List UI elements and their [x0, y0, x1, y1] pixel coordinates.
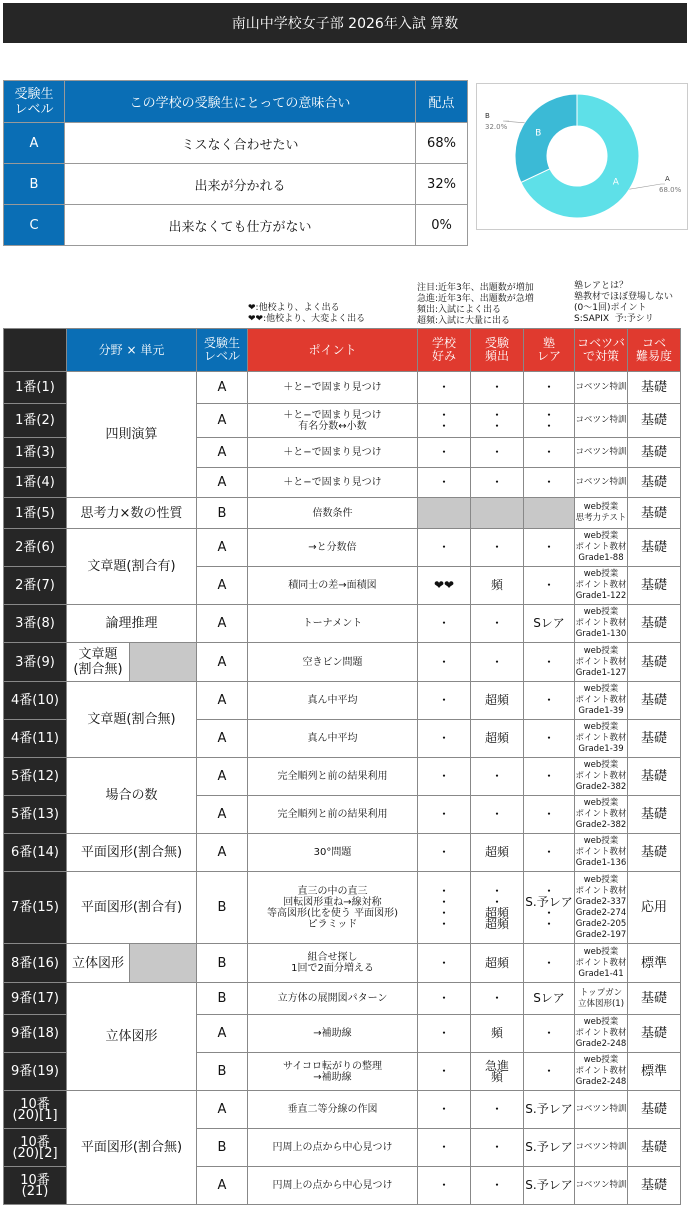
difficulty-cell: 基礎: [628, 643, 681, 682]
donut-svg: [477, 84, 687, 229]
level-row: [4, 164, 468, 205]
question-number: 10番 (21): [4, 1167, 67, 1205]
rare-cell: ・: [524, 1015, 575, 1053]
point-cell: ＋と−で固まり見つけ: [248, 372, 418, 404]
level-row: [4, 123, 468, 164]
difficulty-cell: 基礎: [628, 682, 681, 720]
school-cell: ・: [418, 834, 471, 872]
question-number: 2番(6): [4, 529, 67, 567]
school-cell: ・: [418, 1053, 471, 1091]
question-number: 2番(7): [4, 567, 67, 605]
meaning-header: この学校の受験生にとっての意味合い: [65, 81, 416, 123]
donut-slice-label: B: [535, 128, 542, 139]
freq-cell: 急進 頻: [471, 1053, 524, 1091]
school-cell: ・: [418, 758, 471, 796]
table-row: [4, 834, 681, 872]
cov-cell: web授業 ポイント教材 Grade1-41: [575, 944, 628, 983]
difficulty-cell: 基礎: [628, 567, 681, 605]
school-cell: ・: [418, 944, 471, 983]
table-row: [4, 758, 681, 796]
table-row: [4, 682, 681, 720]
hearts-note: ❤:他校より、よく出る ❤❤:他校より、大変よく出る: [248, 303, 366, 324]
freq-cell: ・: [471, 643, 524, 682]
school-cell: ・: [418, 643, 471, 682]
point-cell: 完全順列と前の結果利用: [248, 758, 418, 796]
level-cell: B: [197, 498, 248, 529]
point-cell: 円周上の点から中心見つけ: [248, 1129, 418, 1167]
cov-cell: コベツン特訓: [575, 1129, 628, 1167]
rare-cell: Sレア: [524, 605, 575, 643]
cov-header: コベツバ で対策: [575, 329, 628, 372]
school-header: 学校 好み: [418, 329, 471, 372]
point-cell: →と分数倍: [248, 529, 418, 567]
field-cell: 平面図形(割合無): [67, 1091, 197, 1205]
point-cell: 積同士の差→面積図: [248, 567, 418, 605]
cov-cell: web授業 ポイント教材 Grade1-88: [575, 529, 628, 567]
point-cell: 組合せ探し 1回で2面分増える: [248, 944, 418, 983]
cov-cell: コベツン特訓: [575, 1091, 628, 1129]
score-cell: 0%: [416, 205, 468, 246]
level-cell: A: [197, 438, 248, 468]
school-cell: ・: [418, 529, 471, 567]
point-cell: サイコロ転がりの整理 →補助線: [248, 1053, 418, 1091]
field-header: 分野 × 単元: [67, 329, 197, 372]
difficulty-cell: 基礎: [628, 438, 681, 468]
freq-cell: ・: [471, 1091, 524, 1129]
rare-cell: ・: [524, 944, 575, 983]
difficulty-cell: 基礎: [628, 1129, 681, 1167]
school-cell: ・: [418, 372, 471, 404]
school-cell: ❤❤: [418, 567, 471, 605]
rare-cell: ・: [524, 529, 575, 567]
freq-cell: ・ ・: [471, 404, 524, 438]
difficulty-cell: 基礎: [628, 498, 681, 529]
score-header: 配点: [416, 81, 468, 123]
level-cell: A: [197, 567, 248, 605]
question-number: 4番(11): [4, 720, 67, 758]
cov-cell: web授業 ポイント教材 Grade1-127: [575, 643, 628, 682]
question-number: 1番(3): [4, 438, 67, 468]
table-row: [4, 372, 681, 404]
question-number: 1番(5): [4, 498, 67, 529]
question-number: 3番(8): [4, 605, 67, 643]
table-row: [4, 605, 681, 643]
num-header: [4, 329, 67, 372]
school-cell: ・ ・: [418, 404, 471, 438]
school-cell: ・: [418, 720, 471, 758]
freq-cell: 超頻: [471, 682, 524, 720]
level-cell: A: [197, 605, 248, 643]
level-col-header: 受験生 レベル: [197, 329, 248, 372]
level-cell: B: [197, 944, 248, 983]
school-cell: ・: [418, 1129, 471, 1167]
school-cell: ・: [418, 682, 471, 720]
cov-cell: コベツン特訓: [575, 372, 628, 404]
point-cell: 完全順列と前の結果利用: [248, 796, 418, 834]
score-cell: 68%: [416, 123, 468, 164]
school-cell: ・: [418, 1091, 471, 1129]
cov-cell: コベツン特訓: [575, 1167, 628, 1205]
rare-cell: ・: [524, 1053, 575, 1091]
freq-cell: 超頻: [471, 834, 524, 872]
difficulty-cell: 基礎: [628, 1167, 681, 1205]
point-cell: 垂直二等分線の作図: [248, 1091, 418, 1129]
level-cell: B: [197, 872, 248, 944]
point-cell: 立方体の展開図パターン: [248, 983, 418, 1015]
freq-cell: ・: [471, 468, 524, 498]
freq-cell: 超頻: [471, 944, 524, 983]
level-cell: B: [197, 983, 248, 1015]
rare-cell: Sレア: [524, 983, 575, 1015]
point-cell: →補助線: [248, 1015, 418, 1053]
freq-cell: 頻: [471, 567, 524, 605]
school-cell: ・: [418, 1167, 471, 1205]
difficulty-cell: 基礎: [628, 605, 681, 643]
rare-cell: ・ ・: [524, 404, 575, 438]
question-number: 9番(17): [4, 983, 67, 1015]
question-number: 4番(10): [4, 682, 67, 720]
question-number: 5番(13): [4, 796, 67, 834]
cov-cell: web授業 ポイント教材 Grade1-122: [575, 567, 628, 605]
question-number: 7番(15): [4, 872, 67, 944]
cov-cell: トップガン 立体図形(1): [575, 983, 628, 1015]
school-cell: ・: [418, 438, 471, 468]
freq-cell: ・: [471, 1129, 524, 1167]
donut-slice-label: A: [612, 177, 619, 188]
meaning-cell: 出来が分かれる: [65, 164, 416, 205]
cov-cell: web授業 ポイント教材 Grade1-39: [575, 682, 628, 720]
cov-cell: web授業 ポイント教材 Grade1-130: [575, 605, 628, 643]
table-row: [4, 643, 681, 682]
freq-cell: ・: [471, 796, 524, 834]
meaning-cell: ミスなく合わせたい: [65, 123, 416, 164]
field-cell: 文章題(割合有): [67, 529, 197, 605]
point-cell: 30°問題: [248, 834, 418, 872]
cov-cell: web授業 ポイント教材 Grade2-382: [575, 758, 628, 796]
question-number: 1番(2): [4, 404, 67, 438]
freq-cell: ・ ・ 超頻 超頻: [471, 872, 524, 944]
point-cell: 直三の中の直三 回転図形重ね→線対称 等高図形(比を使う 平面図形) ピラミッド: [248, 872, 418, 944]
difficulty-cell: 基礎: [628, 372, 681, 404]
rare-cell: ・: [524, 720, 575, 758]
question-number: 5番(12): [4, 758, 67, 796]
field-label: 立体図形: [71, 955, 124, 971]
page-title: 南山中学校女子部 2026年入試 算数: [3, 3, 687, 43]
freq-cell: ・: [471, 529, 524, 567]
level-cell: B: [197, 1053, 248, 1091]
difficulty-cell: 基礎: [628, 834, 681, 872]
diff-header: コベ 難易度: [628, 329, 681, 372]
cov-cell: コベツン特訓: [575, 468, 628, 498]
cov-cell: web授業 ポイント教材 Grade1-136: [575, 834, 628, 872]
difficulty-cell: 基礎: [628, 1015, 681, 1053]
field-blank: [129, 643, 196, 681]
freq-cell: ・: [471, 758, 524, 796]
donut-chart: [476, 83, 688, 230]
freq-cell: [471, 498, 524, 529]
school-cell: ・ ・ ・ ・: [418, 872, 471, 944]
field-cell: 四則演算: [67, 372, 197, 498]
table-row: [4, 944, 681, 983]
question-number: 1番(1): [4, 372, 67, 404]
table-row: [4, 498, 681, 529]
level-cell: A: [197, 720, 248, 758]
field-label: 文章題 (割合無): [73, 647, 123, 677]
rare-header: 塾 レア: [524, 329, 575, 372]
level-cell: A: [4, 123, 65, 164]
rare-cell: ・: [524, 643, 575, 682]
difficulty-cell: 基礎: [628, 720, 681, 758]
donut-value-label: 32.0%: [485, 123, 508, 131]
difficulty-cell: 応用: [628, 872, 681, 944]
field-cell: 平面図形(割合有): [67, 872, 197, 944]
level-cell: A: [197, 834, 248, 872]
field-cell: 場合の数: [67, 758, 197, 834]
donut-category-label: A: [665, 175, 670, 183]
point-cell: 真ん中平均: [248, 682, 418, 720]
level-table: [3, 80, 468, 246]
freq-cell: 頻: [471, 1015, 524, 1053]
field-cell: 平面図形(割合無): [67, 834, 197, 872]
cov-cell: web授業 ポイント教材 Grade2-248: [575, 1053, 628, 1091]
point-cell: 円周上の点から中心見つけ: [248, 1167, 418, 1205]
difficulty-cell: 基礎: [628, 796, 681, 834]
school-cell: ・: [418, 1015, 471, 1053]
cov-cell: web授業 ポイント教材 Grade2-248: [575, 1015, 628, 1053]
question-number: 9番(19): [4, 1053, 67, 1091]
point-cell: ＋と−で固まり見つけ 有名分数↔小数: [248, 404, 418, 438]
point-cell: 倍数条件: [248, 498, 418, 529]
school-cell: [418, 498, 471, 529]
score-cell: 32%: [416, 164, 468, 205]
cov-cell: コベツン特訓: [575, 438, 628, 468]
question-number: 10番 (20)[2]: [4, 1129, 67, 1167]
question-number: 6番(14): [4, 834, 67, 872]
level-cell: A: [197, 468, 248, 498]
donut-value-label: 68.0%: [659, 186, 682, 194]
level-row: [4, 205, 468, 246]
difficulty-cell: 標準: [628, 944, 681, 983]
point-cell: ＋と−で固まり見つけ: [248, 438, 418, 468]
point-cell: 空きビン問題: [248, 643, 418, 682]
rare-cell: ・: [524, 834, 575, 872]
rare-cell: S.予レア: [524, 1167, 575, 1205]
meaning-cell: 出来なくても仕方がない: [65, 205, 416, 246]
freq-cell: ・: [471, 372, 524, 404]
field-cell: 立体図形: [67, 983, 197, 1091]
difficulty-cell: 標準: [628, 1053, 681, 1091]
rare-cell: S.予レア: [524, 1129, 575, 1167]
difficulty-cell: 基礎: [628, 1091, 681, 1129]
freq-header: 受験 頻出: [471, 329, 524, 372]
field-cell: [67, 944, 197, 983]
level-cell: B: [197, 1129, 248, 1167]
field-cell: 思考力×数の性質: [67, 498, 197, 529]
table-row: [4, 872, 681, 944]
cov-cell: web授業 思考力テスト: [575, 498, 628, 529]
question-number: 8番(16): [4, 944, 67, 983]
level-cell: A: [197, 1091, 248, 1129]
question-number: 9番(18): [4, 1015, 67, 1053]
table-row: [4, 1091, 681, 1129]
freq-note: 注目:近年3年、出題数が増加 急進:近年3年、出題数が急増 頻出:入試によく出る 超頻:入試に大量に出る: [417, 283, 534, 326]
freq-cell: ・: [471, 438, 524, 468]
table-header: [4, 329, 681, 372]
level-cell: B: [4, 164, 65, 205]
level-cell: A: [197, 643, 248, 682]
difficulty-cell: 基礎: [628, 758, 681, 796]
difficulty-cell: 基礎: [628, 529, 681, 567]
question-number: 1番(4): [4, 468, 67, 498]
rare-cell: [524, 498, 575, 529]
level-cell: A: [197, 1167, 248, 1205]
question-number: 10番 (20)[1]: [4, 1091, 67, 1129]
rare-cell: ・: [524, 567, 575, 605]
level-cell: A: [197, 372, 248, 404]
school-cell: ・: [418, 983, 471, 1015]
difficulty-cell: 基礎: [628, 983, 681, 1015]
difficulty-cell: 基礎: [628, 404, 681, 438]
freq-cell: ・: [471, 1167, 524, 1205]
rare-cell: ・: [524, 758, 575, 796]
freq-cell: 超頻: [471, 720, 524, 758]
rare-cell: ・: [524, 682, 575, 720]
table-row: [4, 983, 681, 1015]
level-cell: A: [197, 529, 248, 567]
school-cell: ・: [418, 605, 471, 643]
cov-cell: web授業 ポイント教材 Grade2-382: [575, 796, 628, 834]
rare-cell: ・: [524, 372, 575, 404]
point-cell: 真ん中平均: [248, 720, 418, 758]
level-cell: A: [197, 1015, 248, 1053]
level-header: 受験生 レベル: [4, 81, 65, 123]
question-number: 3番(9): [4, 643, 67, 682]
school-cell: ・: [418, 468, 471, 498]
freq-cell: ・: [471, 605, 524, 643]
school-cell: ・: [418, 796, 471, 834]
difficulty-cell: 基礎: [628, 468, 681, 498]
rare-cell: ・: [524, 438, 575, 468]
cov-cell: コベツン特訓: [575, 404, 628, 438]
rare-cell: S.予レア: [524, 1091, 575, 1129]
field-cell: 文章題(割合無): [67, 682, 197, 758]
field-blank: [129, 944, 196, 982]
table-row: [4, 529, 681, 567]
question-table: [3, 328, 681, 1205]
level-cell: A: [197, 796, 248, 834]
rare-cell: ・: [524, 796, 575, 834]
freq-cell: ・: [471, 983, 524, 1015]
field-cell: [67, 643, 197, 682]
donut-category-label: B: [485, 112, 490, 120]
rare-cell: ・: [524, 468, 575, 498]
level-cell: A: [197, 682, 248, 720]
point-cell: トーナメント: [248, 605, 418, 643]
level-cell: A: [197, 404, 248, 438]
cov-cell: web授業 ポイント教材 Grade2-337 Grade2-274 Grade2-205 Grade2-197: [575, 872, 628, 944]
level-cell: A: [197, 758, 248, 796]
level-cell: C: [4, 205, 65, 246]
donut-slice-B: [515, 94, 577, 182]
point-header: ポイント: [248, 329, 418, 372]
rare-cell: ・ S.予レア ・ ・: [524, 872, 575, 944]
field-cell: 論理推理: [67, 605, 197, 643]
cov-cell: web授業 ポイント教材 Grade1-39: [575, 720, 628, 758]
point-cell: ＋と−で固まり見つけ: [248, 468, 418, 498]
rare-note: 塾レアとは？ 塾教材でほぼ登場しない (0～1回)ポイント S:SAPIX 予:予シリ: [574, 281, 674, 324]
